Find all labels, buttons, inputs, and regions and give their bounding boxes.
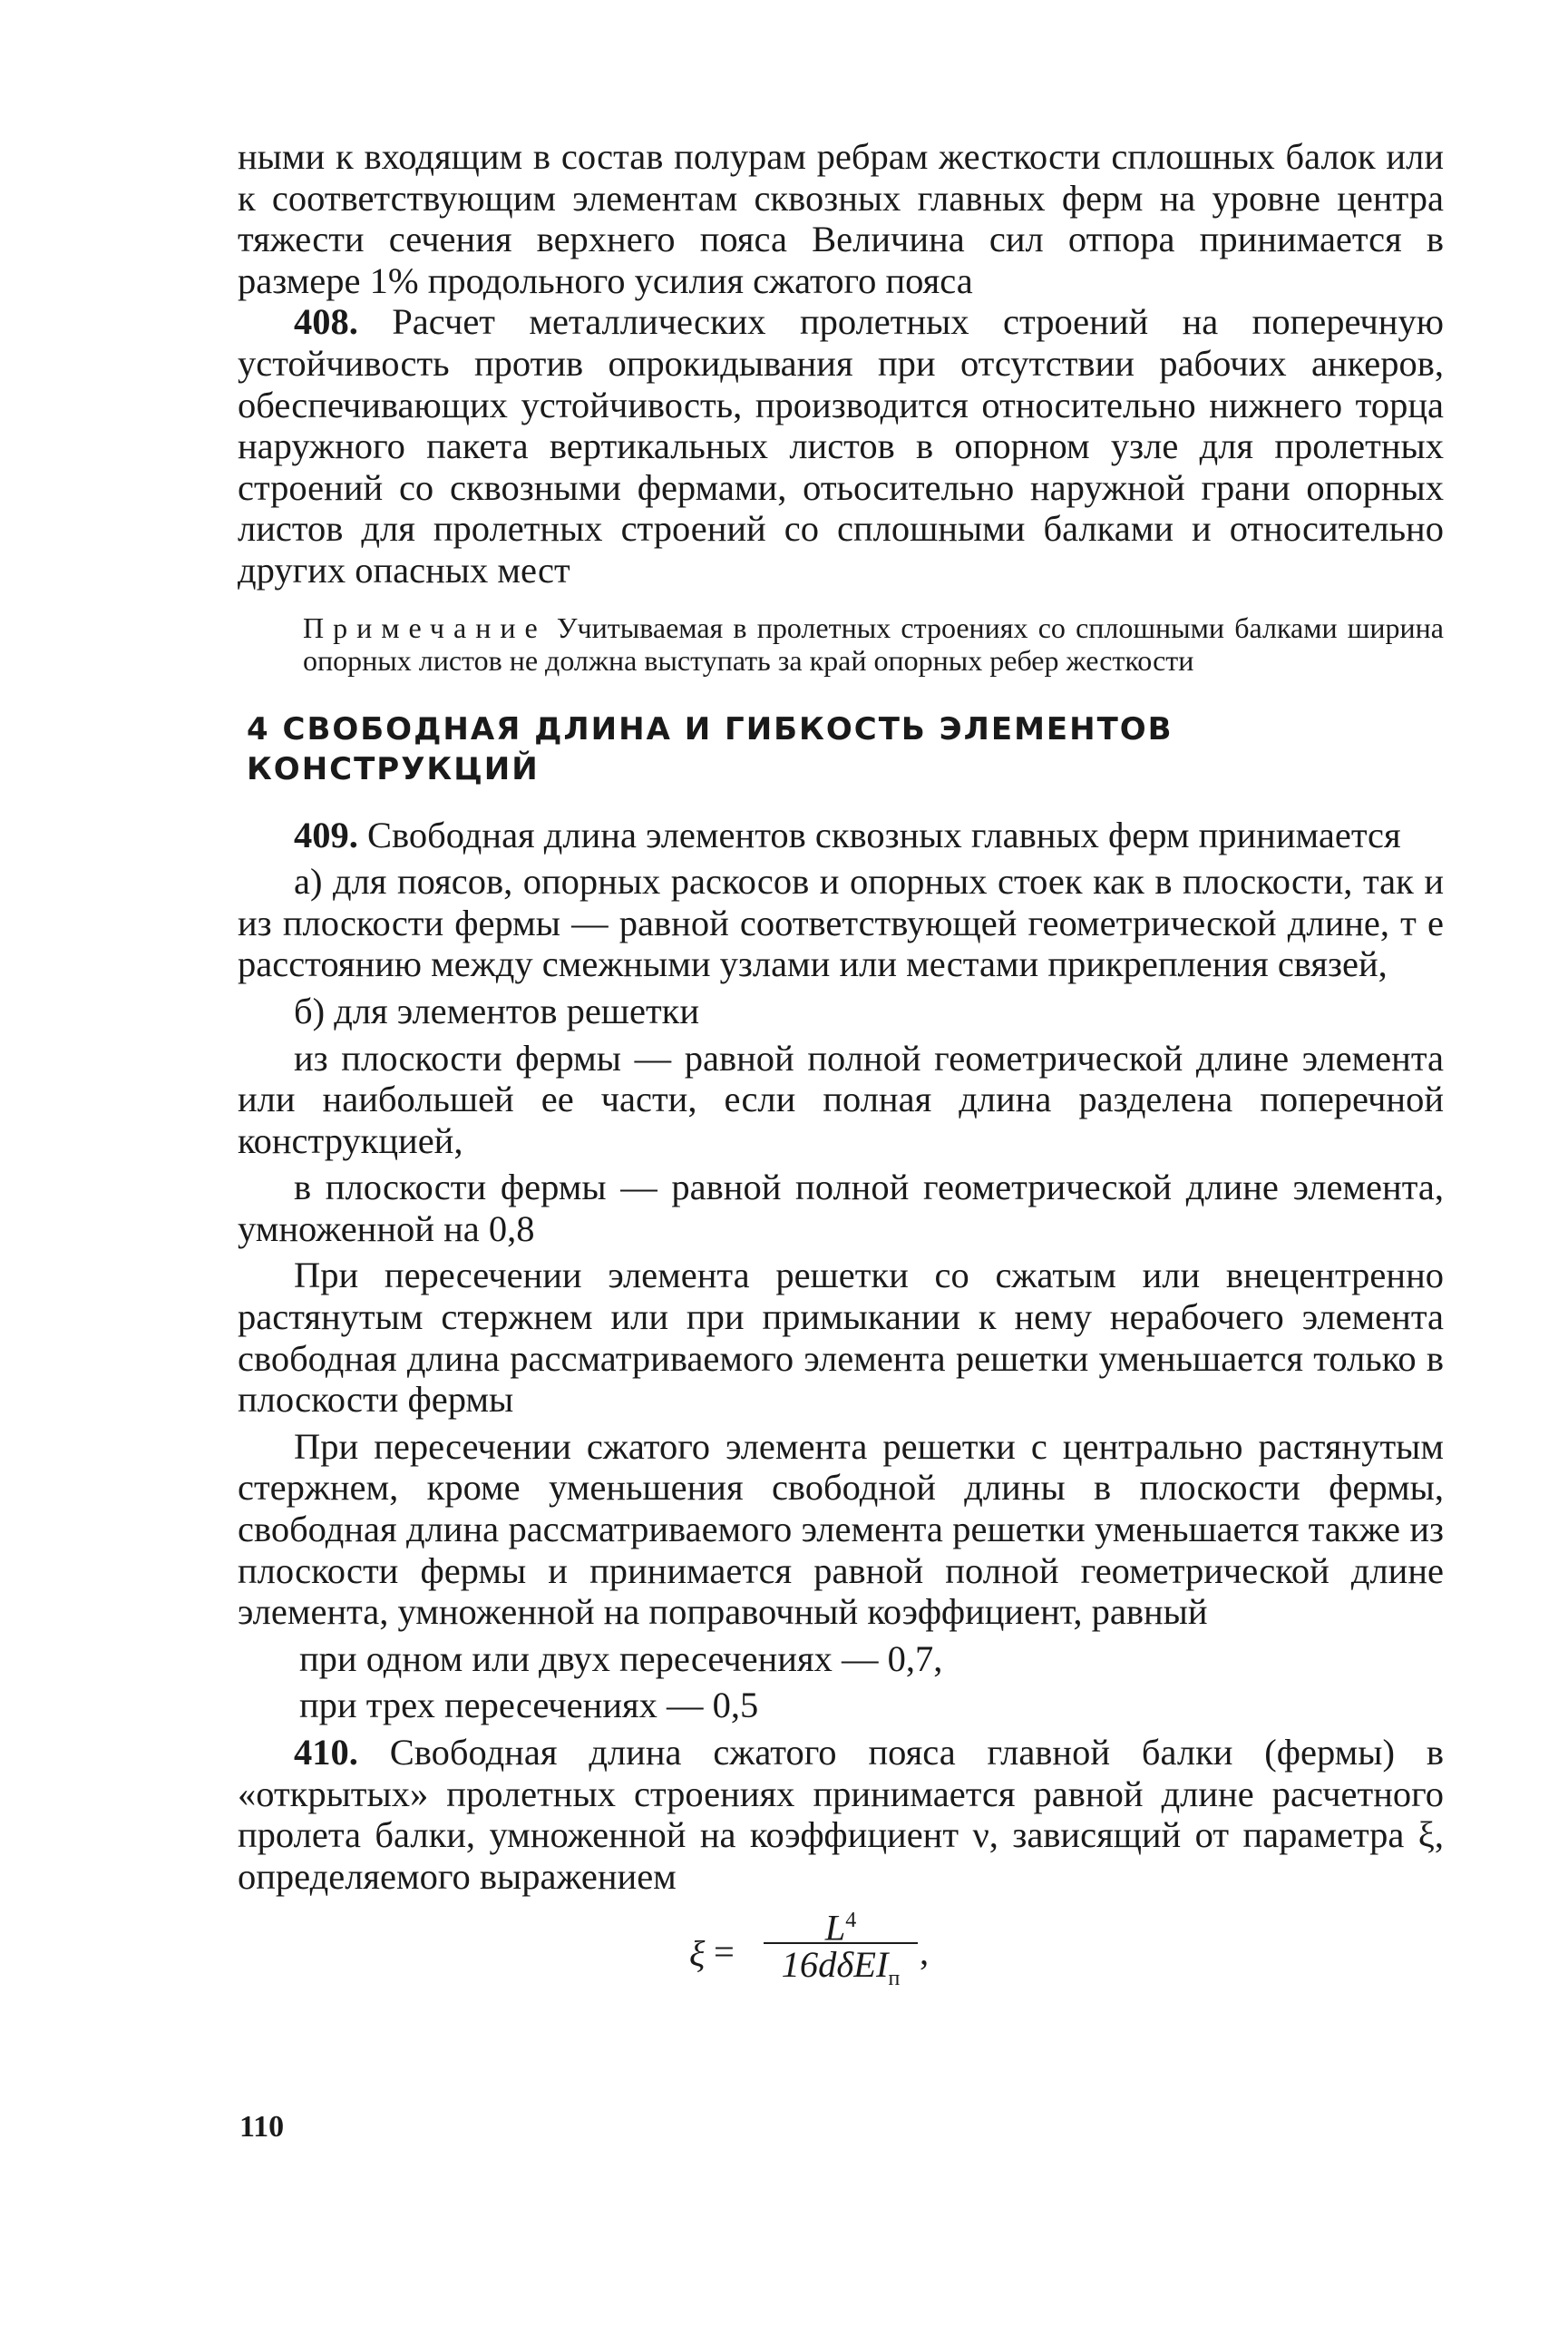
note-text: Учитываемая в пролетных строениях со сплошными балками ширина опорных листов не должна выступать за край опорных ребер жесткости bbox=[303, 611, 1445, 677]
coefficient-line-2: при трех пересечениях — 0,5 bbox=[299, 1685, 759, 1726]
paragraph-number: 408. bbox=[294, 301, 358, 343]
note-label: Примечание bbox=[303, 611, 547, 644]
note bbox=[238, 611, 1444, 677]
paragraph-text: Свободная длина элементов сквозных главных ферм принимается bbox=[367, 814, 1401, 855]
numerator-exponent: 4 bbox=[845, 1909, 857, 1933]
formula-lhs: ξ bbox=[689, 1933, 706, 1975]
coefficient-line-1: при одном или двух пересечениях — 0,7, bbox=[299, 1637, 943, 1679]
formula-numerator bbox=[764, 1900, 918, 1949]
section-heading: 4 СВОБОДНАЯ ДЛИНА И ГИБКОСТЬ ЭЛЕМЕНТОВ КОНСТРУКЦИЙ bbox=[247, 710, 1174, 787]
body-text bbox=[238, 136, 1445, 1991]
formula-denominator bbox=[764, 1944, 918, 2000]
paragraph-text: Расчет металлических пролетных строений на поперечную устойчивость против опрокидывания при отсутствии рабочих анкеров, обеспечивающих устойчивость, производится относительно нижнего торца наружного пакета вертикальных листов в опорном узле для пролетных строений со сквозными фермами, отьосительно наружной грани опорных листов для пролетных строений со сплошными балками и относительно других опасных мест bbox=[238, 301, 1444, 591]
paragraph-408 bbox=[238, 301, 1444, 591]
continuation-paragraph: ными к входящим в состав полурам ребрам жесткости сплошных балок или к соответствующим элементам сквозных главных ферм на уровне центра тяжести сечения верхнего пояса Величина сил отпора принимается в размере 1% продольного усилия сжатого пояса bbox=[238, 136, 1444, 301]
formula-equals: = bbox=[714, 1931, 735, 1973]
sub-item-in-plane: в плоскости фермы — равной полной геометрической длине элемента, умноженной на 0,8 bbox=[238, 1167, 1444, 1249]
list-item-a: а) для поясов, опорных раскосов и опорных стоек как в плоскости, так и из плоскости фермы — равной соответствующей геометрической длине, т е расстоянию между смежными узлами или местами прикрепления связей, bbox=[238, 861, 1444, 985]
denominator-expression: 16dδEI bbox=[781, 1944, 889, 1986]
denominator-subscript: п bbox=[888, 1967, 901, 1991]
paragraph-number: 409. bbox=[294, 814, 358, 855]
formula-fraction bbox=[764, 1900, 918, 2000]
sub-item-out-of-plane: из плоскости фермы — равной полной геометрической длине элемента или наибольшей ее части, если полная длина разделена поперечной конструкцией, bbox=[238, 1037, 1444, 1161]
page-number: 110 bbox=[239, 2110, 285, 2144]
paragraph-409 bbox=[238, 815, 1444, 856]
formula-xi bbox=[238, 1900, 1444, 1991]
paragraph-intersection-1: При пересечении элемента решетки со сжатым или внецентренно растянутым стержнем или при примыкании к нему нерабочего элемента свободная длина рассматриваемого элемента решетки уменьшается только в плоскости фермы bbox=[238, 1255, 1444, 1421]
list-item-b: б) для элементов решетки bbox=[294, 990, 700, 1031]
paragraph-intersection-2: При пересечении сжатого элемента решетки с центрально растянутым стержнем, кроме уменьшения свободной длины в плоскости фермы, свободная длина рассматриваемого элемента решетки уменьшается также из плоскости фермы и принимается равной полной геометрической длине элемента, умноженной на поправочный коэффициент, равный bbox=[238, 1425, 1444, 1633]
paragraph-text: Свободная длина сжатого пояса главной балки (фермы) в «открытых» пролетных строениях принимается равной длине расчетного пролета балки, умноженной на коэффициент ν, зависящий от параметра ξ, определяемого выражением bbox=[238, 1732, 1444, 1897]
formula-trailing-comma: , bbox=[920, 1931, 930, 1973]
paragraph-410 bbox=[238, 1732, 1444, 1897]
paragraph-number: 410. bbox=[294, 1732, 358, 1773]
numerator-symbol: L bbox=[824, 1907, 846, 1949]
